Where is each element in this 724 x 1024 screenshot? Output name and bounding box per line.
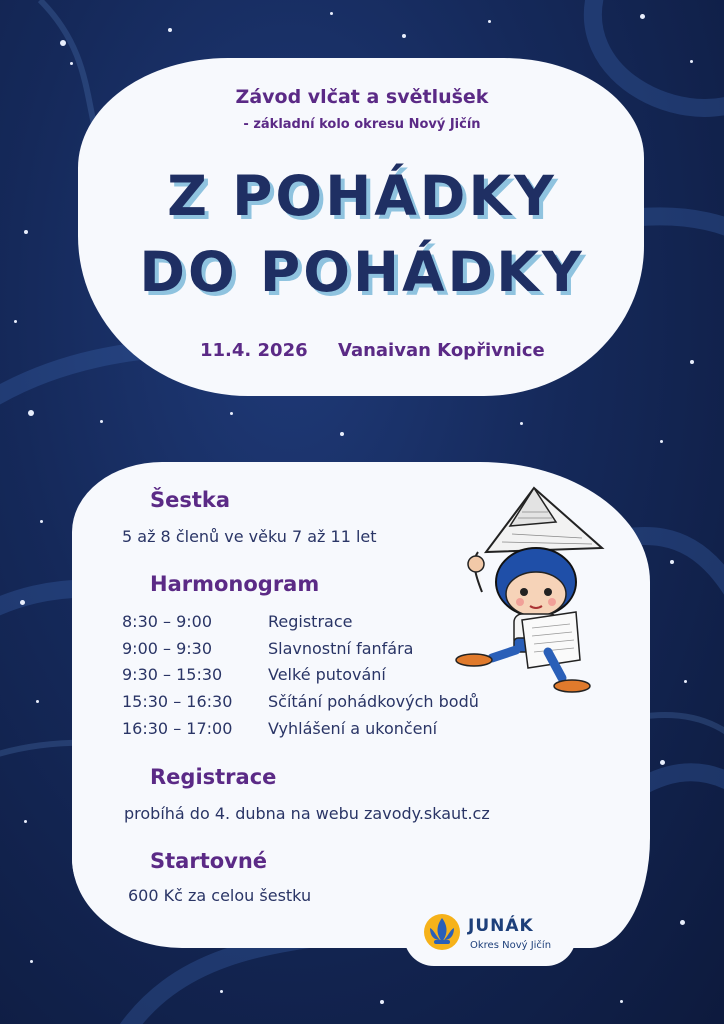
sestka-heading: Šestka: [150, 488, 231, 512]
startovne-heading: Startovné: [150, 849, 268, 873]
schedule-time: 9:00 – 9:30: [122, 639, 213, 658]
schedule-activity: Vyhlášení a ukončení: [268, 719, 438, 738]
title-line-1: Z POHÁDKY: [167, 164, 557, 228]
title-line-2: DO POHÁDKY: [139, 240, 585, 304]
schedule-activity: Velké putování: [268, 665, 386, 684]
schedule-activity: Slavnostní fanfára: [268, 639, 414, 658]
registrace-heading: Registrace: [150, 765, 277, 789]
sestka-text: 5 až 8 členů ve věku 7 až 11 let: [122, 527, 377, 546]
schedule-time: 9:30 – 15:30: [122, 665, 223, 684]
schedule-time: 15:30 – 16:30: [122, 692, 233, 711]
logo-subtitle: Okres Nový Jičín: [470, 940, 552, 951]
scout-lily-icon: [422, 912, 462, 952]
event-name: Závod vlčat a světlušek: [235, 86, 489, 108]
harmonogram-heading: Harmonogram: [150, 572, 320, 596]
event-subtitle: - základní kolo okresu Nový Jičín: [243, 117, 481, 132]
schedule-time: 16:30 – 17:00: [122, 719, 233, 738]
schedule-time: 8:30 – 9:00: [122, 612, 213, 631]
boy-with-paper-hat-illustration: [452, 482, 612, 702]
schedule-activity: Sčítání pohádkových bodů: [268, 692, 479, 711]
event-place: Vanaivan Kopřivnice: [338, 340, 545, 361]
logo-name: JUNÁK: [468, 916, 534, 936]
schedule-activity: Registrace: [268, 612, 353, 631]
registrace-text: probíhá do 4. dubna na webu zavody.skaut.cz: [124, 804, 490, 823]
startovne-text: 600 Kč za celou šestku: [128, 886, 312, 905]
event-date: 11.4. 2026: [200, 340, 308, 361]
